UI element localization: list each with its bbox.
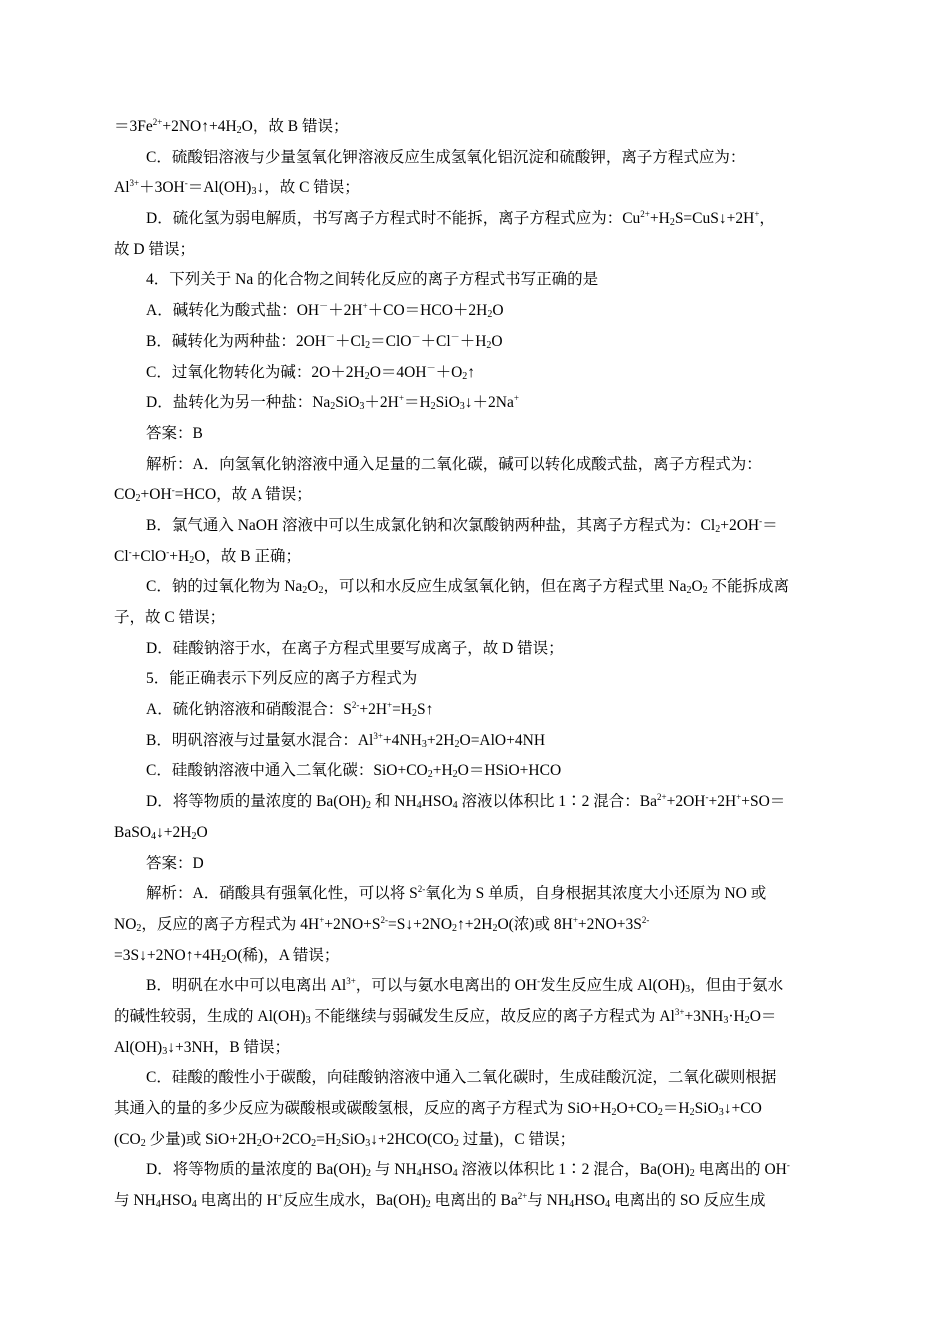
text-line: D．盐转化为另一种盐：$Na_2SiO_3+2H^+=H_2SiO_3↓+2Na^+$ (146, 393, 519, 413)
text-line: 5．能正确表示下列反应的离子方程式为 (146, 670, 418, 688)
text-line: $Cl^-+ClO^-+H_2O$，故 B 正确； (114, 546, 301, 566)
text-line: $Al^{3+}+3OH^-=Al(OH)_3↓$，故 C 错误； (114, 178, 360, 198)
text-line: A．碱转化为酸式盐：$OH^-+2H^++CO=HCO+2H_2O$ (146, 301, 504, 321)
text-line: 解析：A．硝酸具有强氧化性，可以将 $S^{2-}$氧化为 S 单质，自身根据其浓度大小还原为 NO 或 (146, 884, 767, 903)
text-line: $=3Fe^{2+}+2NO↑+4H_2O$，故 B 错误； (114, 117, 349, 136)
text-line: 与 $NH_4HSO_4$ 电离出的 H+反应生成水，$Ba(OH)_2$ 电离出的 $Ba^{2+}$与 $NH_4HSO_4$ 电离出的 SO 反应生成 (114, 1191, 766, 1211)
text-line: 其通入的量的多少反应为碳酸根或碳酸氢根，反应的离子方程式为 $SiO+H_2O+CO_2=H_2SiO_3↓+CO$ (114, 1100, 762, 1118)
text-line: 答案：B (146, 424, 203, 442)
text-line: $BaSO_4↓+2H_2O$ (114, 823, 208, 842)
text-line: C．钠的过氧化物为 $Na_2O_2$，可以和水反应生成氢氧化钠，但在离子方程式里 $Na_2O_2$ 不能拆成离 (146, 578, 790, 597)
text-line: $=3S↓+2NO↑+4H_2O$(稀)，A 错误； (114, 946, 340, 965)
text-line: 的碱性较弱，生成的 $Al(OH)_3$ 不能继续与弱碱发生反应，故反应的离子方程式为 $Al^{3+}+3NH_3\cdot H_2O=$ (114, 1006, 777, 1026)
text-line: $NO_2$，反应的离子方程式为 $4H^++2NO+S^{2-}=S↓+2NO_2↑+2H_2O$(浓)或 $8H^++2NO+3S^{2-}$ (114, 914, 650, 934)
text-line: 子，故 C 错误； (114, 609, 226, 626)
text-line: 答案：D (146, 854, 204, 872)
text-line: B．碱转化为两种盐：$2OH^-+Cl_2=ClO^-+Cl^-+H_2O$ (146, 331, 503, 351)
text-line: $CO_2+OH^-=HCO$，故 A 错误； (114, 485, 312, 505)
document-body (114, 112, 838, 1217)
text-line: B．明矾溶液与过量氨水混合：$Al^{3+}+4NH_3+2H_2O=AlO+4NH$ (146, 730, 546, 750)
text-line: C．硅酸钠溶液中通入二氧化碳：$SiO+CO_2+H_2O=HSiO+HCO$ (146, 762, 562, 781)
text-line: 4．下列关于 Na 的化合物之间转化反应的离子方程式书写正确的是 (146, 271, 599, 289)
text-line: D．将等物质的量浓度的 $Ba(OH)_2$ 和 $NH_4HSO_4$ 溶液以体积比 1∶2 混合：$Ba^{2+}+2OH^-+2H^++SO=$ (146, 792, 786, 812)
text-line: ($CO_2$ 少量)或 $SiO+2H_2O+2CO_2=H_2SiO_3↓+2HCO(CO_2$ 过量)，C 错误； (114, 1130, 576, 1149)
text-line: $Al(OH)_3↓+3NH$，B 错误； (114, 1038, 291, 1057)
text-line: B．明矾在水中可以电离出 $Al^{3+}$，可以与氨水电离出的 OH-发生反应生成 $Al(OH)_3$，但由于氨水 (146, 976, 784, 996)
text-line: A．硫化钠溶液和硝酸混合：$S^{2-}+2H^+=H_2S↑$ (146, 700, 434, 720)
text-line: C．硫酸铝溶液与少量氢氧化钾溶液反应生成氢氧化铝沉淀和硫酸钾，离子方程式应为： (146, 148, 746, 166)
text-line: B．氯气通入 NaOH 溶液中可以生成氯化钠和次氯酸钠两种盐，其离子方程式为：$Cl_2+2OH^-=$ (146, 515, 778, 535)
text-line: C．过氧化物转化为碱：$2O+2H_2O=4OH^-+O_2↑$ (146, 362, 476, 382)
text-line: C．硅酸的酸性小于碳酸，向硅酸钠溶液中通入二氧化碳时，生成硅酸沉淀，二氧化碳则根据 (146, 1069, 777, 1087)
text-line: D．硫化氢为弱电解质，书写离子方程式时不能拆，离子方程式应为：$Cu^{2+}+H_2S=CuS↓+2H^+$， (146, 209, 775, 229)
text-line: 故 D 错误； (114, 240, 195, 258)
text-line: D．硅酸钠溶于水，在离子方程式里要写成离子，故 D 错误； (146, 639, 564, 657)
text-line: 解析：A．向氢氧化钠溶液中通入足量的二氧化碳，碱可以转化成酸式盐，离子方程式为： (146, 455, 762, 473)
text-line: D．将等物质的量浓度的 $Ba(OH)_2$ 与 $NH_4HSO_4$ 溶液以体积比 1∶2 混合，$Ba(OH)_2$ 电离出的 OH- (146, 1160, 790, 1180)
